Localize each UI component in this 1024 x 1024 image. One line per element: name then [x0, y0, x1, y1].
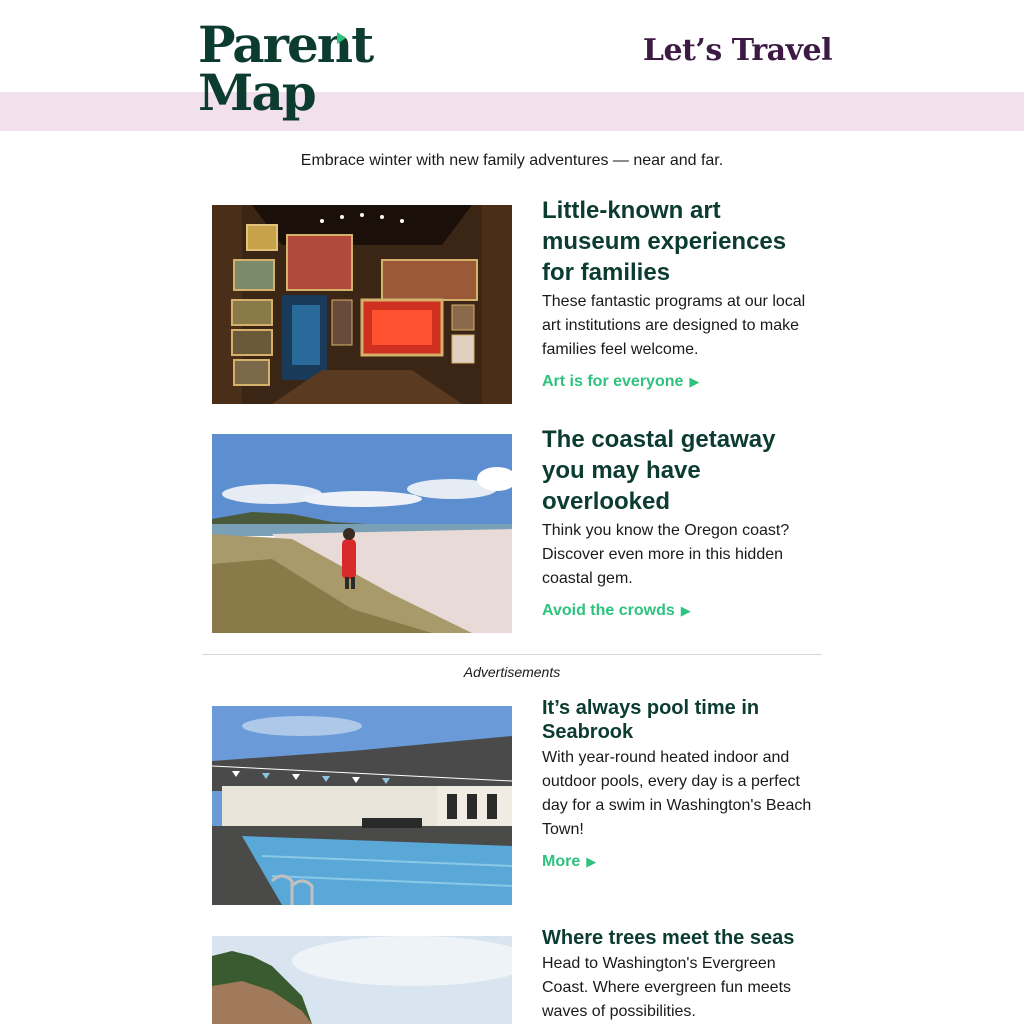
- article-2: [542, 424, 824, 620]
- ad-2-title[interactable]: Where trees meet the seas: [542, 927, 795, 949]
- article-1: [542, 195, 824, 391]
- art-museum-image[interactable]: [212, 205, 512, 404]
- art-museum-photo: [212, 205, 512, 404]
- article-1-description: These fantastic programs at our local art institutions are designed to make families feel welcome.: [542, 293, 806, 358]
- article-2-cta-label: Avoid the crowds: [542, 602, 675, 619]
- article-1-cta-label: Art is for everyone: [542, 373, 684, 390]
- ad-1-cta-label: More: [542, 853, 581, 870]
- play-triangle-icon: ▶: [586, 854, 597, 869]
- divider: [202, 654, 822, 655]
- evergreen-coast-image[interactable]: [212, 936, 512, 1024]
- ads-label: Advertisements: [463, 664, 561, 680]
- parentmap-logo[interactable]: [198, 14, 373, 124]
- section-title: Let’s Travel: [642, 33, 832, 68]
- ad-1-description: With year-round heated indoor and outdoor pools, every day is a perfect day for a swim in Washington's Beach Town!: [542, 749, 812, 838]
- ad-1-title[interactable]: It’s always pool time in Seabrook: [542, 697, 760, 743]
- article-1-cta[interactable]: [542, 373, 699, 391]
- intro-text: Embrace winter with new family adventures — near and far.: [300, 152, 724, 169]
- article-2-cta[interactable]: [542, 602, 691, 620]
- logo-triangle-icon: [337, 32, 346, 44]
- ad-1: [542, 696, 824, 871]
- seabrook-pool-image[interactable]: [212, 706, 512, 905]
- logo-line2: Map: [198, 63, 315, 122]
- play-triangle-icon: ▶: [680, 603, 691, 618]
- article-1-title[interactable]: Little-known art museum experiences for families: [542, 197, 787, 286]
- header-band: [0, 92, 1024, 131]
- logo-line1: Parent: [198, 15, 373, 74]
- oregon-beach-image[interactable]: [212, 434, 512, 633]
- evergreen-coast-photo: [212, 936, 512, 1024]
- ad-2-description: Head to Washington's Evergreen Coast. Where evergreen fun meets waves of possibilities.: [542, 955, 792, 1020]
- article-2-description: Think you know the Oregon coast? Discover even more in this hidden coastal gem.: [542, 522, 790, 587]
- play-triangle-icon: ▶: [689, 374, 700, 389]
- article-2-title[interactable]: The coastal getaway you may have overlooked: [542, 426, 776, 515]
- ad-1-cta[interactable]: [542, 853, 596, 871]
- ad-2: [542, 926, 824, 1024]
- seabrook-pool-photo: [212, 706, 512, 905]
- oregon-beach-photo: [212, 434, 512, 633]
